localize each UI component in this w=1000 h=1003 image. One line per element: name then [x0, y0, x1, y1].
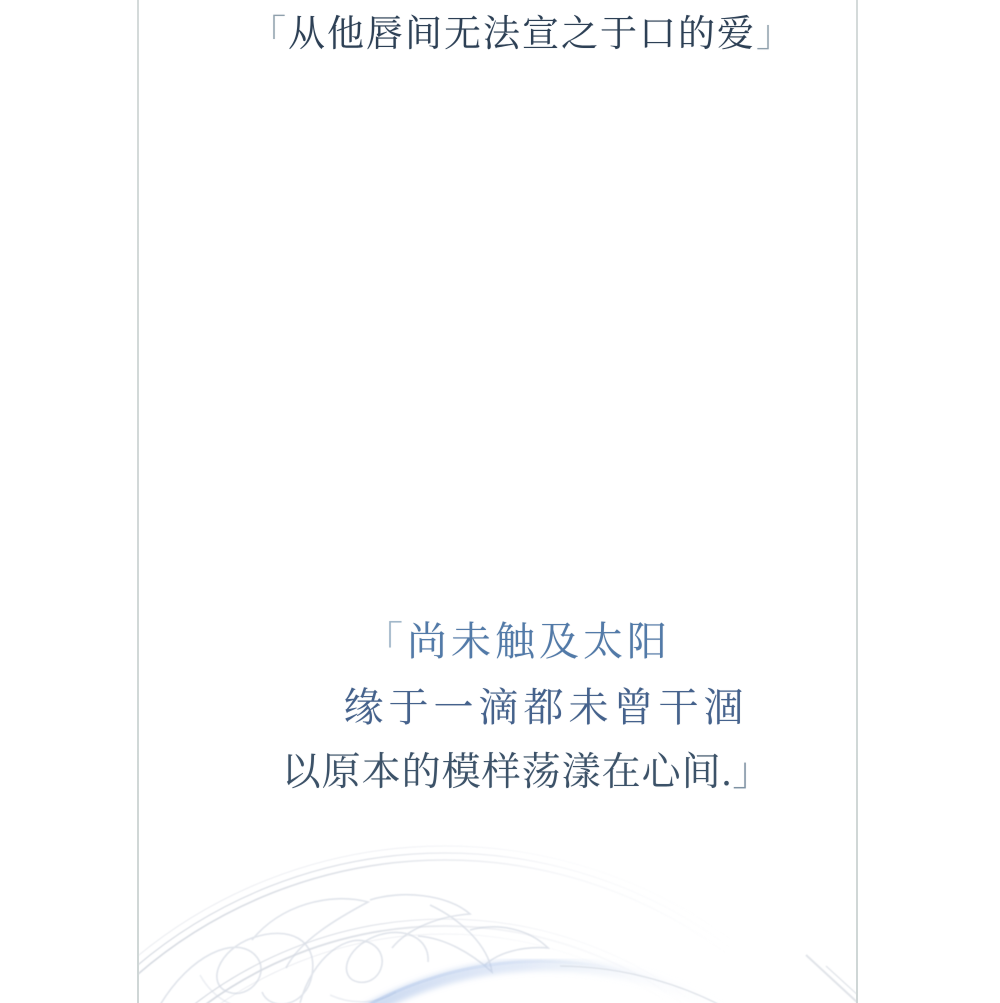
bottom-ornament-layer — [139, 0, 856, 1003]
bottom-quote-line-2-text: 缘于一滴都未曾干涸 — [343, 685, 749, 730]
diagonal-lines — [806, 955, 856, 1003]
bottom-quote-line-2 — [46, 676, 1000, 733]
top-quote-text: 从他唇间无法宣之于口的爱 — [288, 14, 756, 55]
blue-glow-arc — [352, 961, 740, 1003]
bottom-quote-line-3-text: 以原本的模样荡漾在心间. — [281, 751, 733, 794]
bottom-quote-line-3 — [27, 741, 1000, 797]
quote-open-bracket: 「 — [249, 14, 288, 55]
quote-open-bracket: 「 — [363, 619, 407, 664]
ring-band-upper — [139, 846, 856, 1003]
ring-flourishes — [160, 895, 548, 1003]
panel-border-right — [856, 0, 858, 1003]
panel-border-left — [137, 0, 139, 1003]
top-quote — [22, 3, 1000, 57]
bottom-quote-line-1 — [17, 610, 1000, 667]
ornamental-ring-artwork — [139, 0, 856, 1003]
quote-close-bracket: 」 — [756, 14, 795, 55]
quote-close-bracket: 」 — [732, 751, 773, 794]
ring-band-lower — [139, 919, 856, 1003]
bottom-quote-line-1-text: 尚未触及太阳 — [407, 619, 671, 664]
